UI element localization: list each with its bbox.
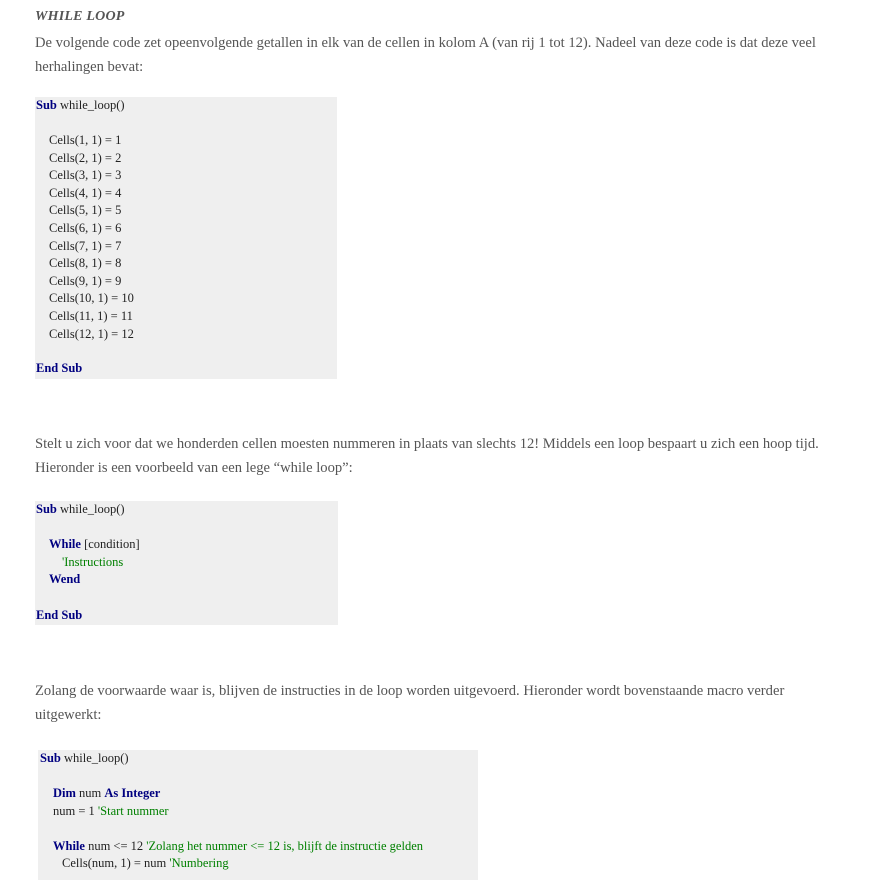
code-line-wend: Wend <box>49 572 81 586</box>
code-line-cells: Cells(7, 1) = 7 <box>49 238 122 253</box>
outro-paragraph: Zolang de voorwaarde waar is, blijven de instructies in de loop worden uitgevoerd. Hieronder wordt bovenstaande macro verder uitgewerkt: <box>35 683 785 723</box>
code-line-cells: Cells(9, 1) = 9 <box>49 273 122 288</box>
keyword-while: While <box>53 839 85 853</box>
sub-name: while_loop() <box>60 751 129 765</box>
code-block-while-loop <box>38 750 478 880</box>
while-condition: [condition] <box>80 537 140 551</box>
cells-comment: 'Numbering <box>169 856 229 870</box>
sub-name: while_loop() <box>56 98 125 112</box>
code-line-cells: Cells(8, 1) = 8 <box>49 256 122 271</box>
code-line-cells: Cells(1, 1) = 1 <box>49 133 122 147</box>
code-line-cells: Cells(5, 1) = 5 <box>49 203 122 218</box>
assign-comment: 'Start nummer <box>97 804 169 818</box>
while-condition: num <= 12 <box>84 839 147 853</box>
code-block-repetitive <box>35 97 337 379</box>
dim-variable: num <box>75 786 105 800</box>
keyword-sub: Sub <box>36 98 57 112</box>
code-line-dim <box>53 786 160 801</box>
code-line-cells: Cells(2, 1) = 2 <box>49 150 122 165</box>
code-line-comment: 'Instructions <box>62 555 124 569</box>
assign-statement: num = 1 <box>53 804 98 818</box>
code-line-cells: Cells(12, 1) = 12 <box>49 326 134 341</box>
middle-paragraph: Stelt u zich voor dat we honderden cellen moesten nummeren in plaats van slechts 12! Middels een loop bespaart u zich een hoop tijd. Hieronder is een voorbeeld van een lege “while loop”: <box>35 436 819 476</box>
cells-statement: Cells(num, 1) = num <box>62 856 170 870</box>
code-line-sub <box>36 502 125 517</box>
sub-name: while_loop() <box>56 502 125 516</box>
code-line-end-sub: End Sub <box>36 608 83 622</box>
keyword-sub: Sub <box>36 502 57 516</box>
code-line-cells: Cells(3, 1) = 3 <box>49 168 122 183</box>
code-line-cells <box>62 856 229 871</box>
code-line-while <box>49 537 140 552</box>
keyword-while: While <box>49 537 81 551</box>
code-line-while <box>53 839 423 854</box>
section-heading: WHILE LOOP <box>35 9 125 24</box>
code-line-sub <box>36 98 125 113</box>
code-block-empty-while <box>35 501 338 625</box>
intro-paragraph: De volgende code zet opeenvolgende getallen in elk van de cellen in kolom A (van rij 1 tot 12). Nadeel van deze code is dat deze veel herhalingen bevat: <box>35 35 816 75</box>
keyword-as-integer: As Integer <box>104 786 161 800</box>
keyword-sub: Sub <box>40 751 61 765</box>
code-line-cells: Cells(11, 1) = 11 <box>49 309 133 323</box>
code-line-sub <box>40 751 129 766</box>
keyword-dim: Dim <box>53 786 76 800</box>
code-line-cells: Cells(6, 1) = 6 <box>49 221 122 235</box>
code-line-end-sub: End Sub <box>36 361 83 375</box>
code-line-cells: Cells(4, 1) = 4 <box>49 185 122 200</box>
code-line-assign <box>53 804 169 819</box>
while-comment: 'Zolang het nummer <= 12 is, blijft de instructie gelden <box>146 839 423 853</box>
code-line-cells: Cells(10, 1) = 10 <box>49 291 134 306</box>
